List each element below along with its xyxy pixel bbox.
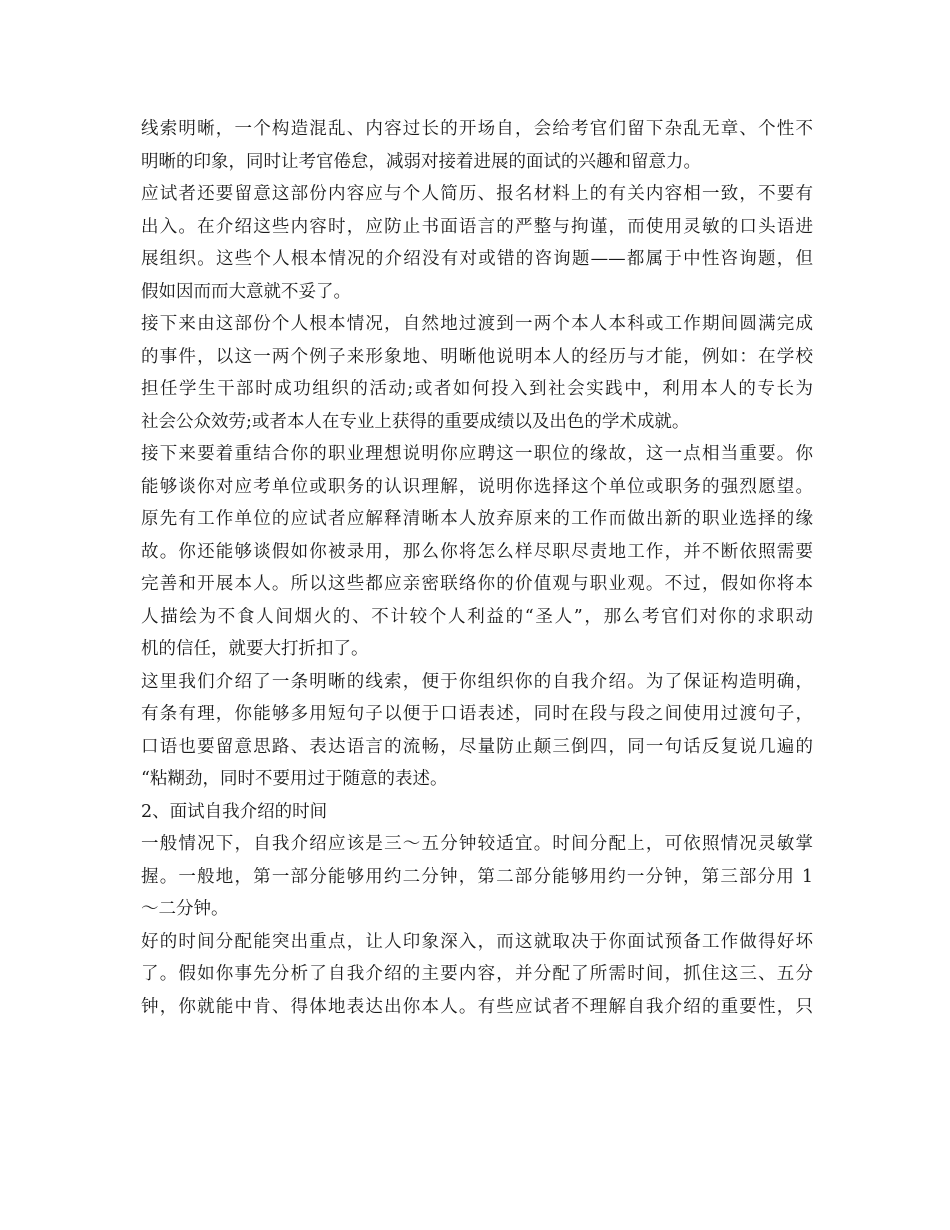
text-line: 这里我们介绍了一条明晰的线索，便于你组织你的自我介绍。为了保证构造明确， [141,671,813,692]
text-line: 线索明晰，一个构造混乱、内容过长的开场自，会给考官们留下杂乱无章、个性不 [141,119,813,139]
text-line: 假如因而而大意就不妥了。 [141,281,351,302]
text-line: 有条有理，你能够多用短句子以便于口语表述，同时在段与段之间使用过渡句子， [141,704,813,724]
text-line: 握。一般地，第一部分能够用约二分钟，第二部分能够用约一分钟，第三部分用 1 [141,866,813,887]
text-line: 的事件，以这一两个例子来形象地、明晰他说明本人的经历与才能，例如：在学校 [141,346,813,367]
text-line: 接下来由这部份个人根本情况，自然地过渡到一两个本人本科或工作期间圆满完成 [141,314,813,334]
text-line: 应试者还要留意这部份内容应与个人简历、报名材料上的有关内容相一致，不要有 [141,184,813,204]
text-line: 故。你还能够谈假如你被录用，那么你将怎么样尽职尽责地工作，并不断依照需要 [141,541,813,562]
text-line: 接下来要着重结合你的职业理想说明你应聘这一职位的缘故，这一点相当重要。你 [141,444,813,464]
text-line: “粘糊劲，同时不要用过于随意的表述。 [141,769,448,789]
text-line: 社会公众效劳;或者本人在专业上获得的重要成绩以及出色的学术成就。 [141,411,690,432]
text-line: 能够谈你对应考单位或职务的认识理解，说明你选择这个单位或职务的强烈愿望。 [141,476,813,497]
text-line: 一般情况下，自我介绍应该是三～五分钟较适宜。时间分配上，可依照情况灵敏掌 [141,834,813,854]
text-line: 展组织。这些个人根本情况的介绍没有对或错的咨询题——都属于中性咨询题，但 [141,249,813,269]
document-body [141,113,813,1023]
text-line: 好的时间分配能突出重点，让人印象深入，而这就取决于你面试预备工作做得好坏 [141,931,813,952]
text-line: 了。假如你事先分析了自我介绍的主要内容，并分配了所需时间，抓住这三、五分 [141,964,813,984]
text-line: 人描绘为不食人间烟火的、不计较个人利益的“圣人”，那么考官们对你的求职动 [141,606,813,627]
text-line: 机的信任，就要大打折扣了。 [141,639,369,659]
text-line: 明晰的印象，同时让考官倦怠，减弱对接着进展的面试的兴趣和留意力。 [141,151,701,172]
section-heading: 2、面试自我介绍的时间 [141,801,328,822]
text-line: 原先有工作单位的应试者应解释清晰本人放弃原来的工作而做出新的职业选择的缘 [141,509,813,529]
text-line: 出入。在介绍这些内容时，应防止书面语言的严整与拘谨，而使用灵敏的口头语进 [141,216,813,237]
text-line: 担任学生干部时成功组织的活动;或者如何投入到社会实践中，利用本人的专长为 [141,379,813,399]
text-line: ～二分钟。 [141,899,229,919]
text-line: 钟，你就能中肯、得体地表达出你本人。有些应试者不理解自我介绍的重要性，只 [141,996,813,1017]
text-line: 完善和开展本人。所以这些都应亲密联络你的价值观与职业观。不过，假如你将本 [141,574,813,594]
text-line: 口语也要留意思路、表达语言的流畅，尽量防止颠三倒四，同一句话反复说几遍的 [141,736,813,757]
